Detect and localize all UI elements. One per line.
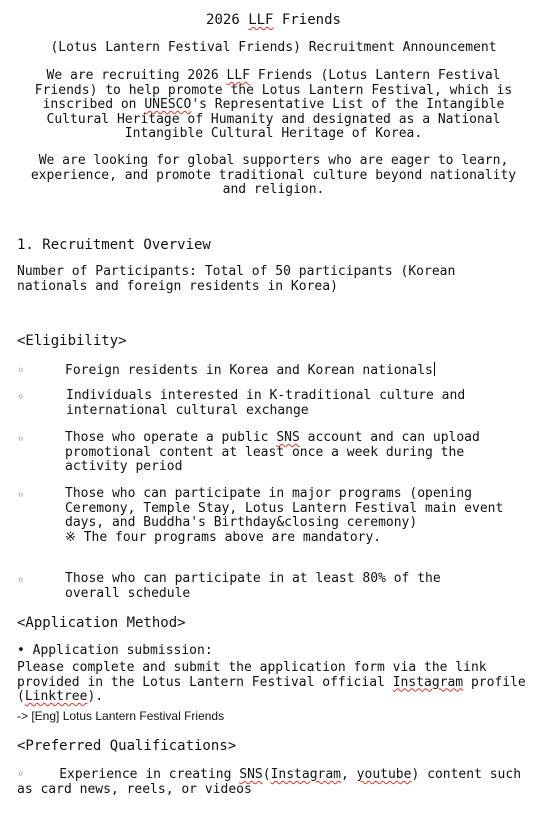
bullet-icon: ◦ — [17, 363, 25, 377]
bullet-icon: ◦ — [17, 390, 25, 404]
sns-word: SNS — [276, 430, 300, 445]
intro-paragraph: We are recruiting 2026 LLF Friends (Lotus Lantern Festival Friends) to help promote the Lotus Lantern Festival, which is inscribed on UNESCO's Representative List of the Intangible Cultural Heritage of Humanity and designated as a National Intangible Cultural Heritage of Korea. — [34, 68, 513, 142]
intro-paragraph-2: We are looking for global supporters who are eager to learn, experience, and promote traditional culture beyond nationality and religion. — [30, 153, 517, 198]
eligibility-item-3: Those who operate a public SNS account and can upload promotional content at least once a week during the activity period — [65, 430, 480, 475]
title-llf: LLF — [248, 12, 274, 28]
title-text: 2026 — [206, 12, 249, 28]
bullet-icon: ◦ — [17, 488, 25, 502]
linktree-word: Linktree — [24, 689, 88, 705]
eligibility-item-4: Those who can participate in major programs (opening Ceremony, Temple Stay, Lotus Lantern Festival main event days, and Buddha's Birthday&closing ceremony) — [65, 486, 504, 531]
title-text-suffix: Friends — [273, 12, 341, 28]
intro-unesco: UNESCO — [144, 97, 192, 113]
document-title — [14, 13, 533, 28]
bullet-icon: ◦ — [17, 432, 25, 446]
application-submission: • Application submission: — [17, 643, 213, 658]
document-subtitle: (Lotus Lantern Festival Friends) Recruitment Announcement — [50, 40, 497, 55]
eligibility-item-1[interactable]: Foreign residents in Korea and Korean nationals — [65, 363, 433, 378]
instagram-word: Instagram — [392, 674, 464, 690]
section-heading-eligibility: <Eligibility> — [17, 333, 127, 349]
bullet-icon: ◦ — [17, 767, 25, 781]
application-instructions: Please complete and submit the application form via the link provided in the Lotus Lantern Festival official Instagram profile (Linktree). — [17, 660, 526, 705]
section-heading-preferred: <Preferred Qualifications> — [17, 738, 237, 754]
eligibility-item-5: Those who can participate in at least 80% of the overall schedule — [65, 571, 441, 601]
preferred-item-1: ◦ Experience in creating SNS(Instagram, youtube) content such as card news, reels, or videos — [17, 767, 522, 797]
bullet-icon: ◦ — [17, 573, 25, 587]
section-heading-overview: 1. Recruitment Overview — [17, 237, 211, 253]
eligibility-note: ※ The four programs above are mandatory. — [65, 530, 382, 545]
application-form-link[interactable]: -> [Eng] Lotus Lantern Festival Friends — [17, 709, 225, 723]
intro-llf: LLF — [226, 68, 251, 83]
text-cursor — [434, 362, 435, 376]
eligibility-item-2: Individuals interested in K-traditional culture and international cultural exchange — [66, 388, 466, 418]
participants-text: Number of Participants: Total of 50 participants (Korean nationals and foreign residents in Korea) — [17, 264, 456, 294]
section-heading-application: <Application Method> — [17, 615, 186, 631]
